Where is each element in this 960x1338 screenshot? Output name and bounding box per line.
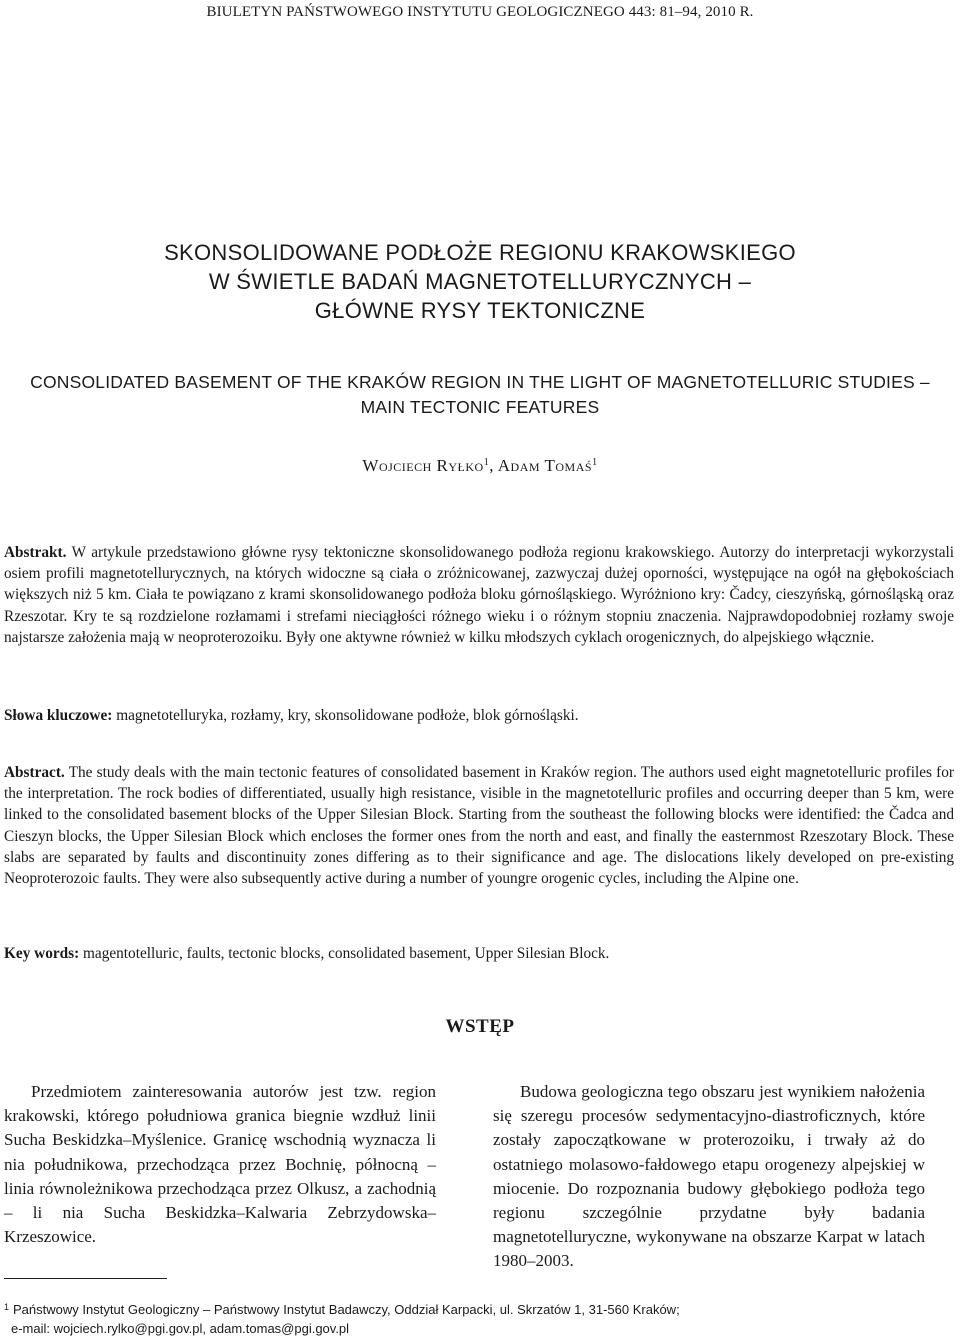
title-polish-line-2: W ŚWIETLE BADAŃ MAGNETOTELLURYCZNYCH – xyxy=(208,269,752,294)
author-2: Adam Tomaś xyxy=(497,456,593,475)
keywords-polish-label: Słowa kluczowe: xyxy=(4,707,113,724)
abstract-polish-text: W artykule przedstawiono główne rysy tektoniczne skonsolidowanego podłoża regionu krakowskiego. Autorzy do interpretacji wykorzystali osiem profili magnetotellurycznych, na których widoczne są ciała o zróżnicowanej, zazwyczaj dużej oporności, występujące na ogół na głębokościach większych niż 5 km. Ciała te powiązano z krami skonsolidowanego podłoża bloku górnośląskiego. Wyróżniono kry: Čadcy, cieszyńską, górnośląską oraz Rzeszotar. Kry te są rozdzielone rozłamami i strefami nieciągłości różnego wieku i o różnym stopniu znaczenia. Najprawdopodobniej rozłamy swoje najstarsze założenia mają w neoproterozoiku. Były one aktywne również w kilku młodszych cyklach orogenicznych, do alpejskiego włącznie. xyxy=(4,544,954,646)
section-heading: WSTĘP xyxy=(445,1016,515,1037)
keywords-polish xyxy=(4,705,954,726)
abstract-polish xyxy=(4,542,954,648)
footnote xyxy=(4,1298,954,1338)
footnote-email: e-mail: wojciech.rylko@pgi.gov.pl, adam.tomas@pgi.gov.pl xyxy=(11,1321,350,1336)
intro-left-paragraph: Przedmiotem zainteresowania autorów jest tzw. region krakowski, którego południowa granica biegnie wzdłuż linii Sucha Beskidzka–Myślenice. Granicę wschodnią wyznacza li nia południkowa, przechodząca przez Bochnię, północną – linia równoleżnikowa przechodząca przez Olkusz, a zachodnią – li nia Sucha Beskidzka–Kalwaria Zebrzydowska–Krzeszowice. xyxy=(4,1082,436,1247)
abstract-polish-label: Abstrakt. xyxy=(4,544,67,561)
title-english-line-1: CONSOLIDATED BASEMENT OF THE KRAKÓW REGION IN THE LIGHT OF MAGNETOTELLURIC STUDIES – xyxy=(30,372,930,392)
author-2-affiliation-marker: 1 xyxy=(592,457,598,468)
footnote-divider xyxy=(4,1278,167,1279)
intro-right-column xyxy=(493,1080,925,1274)
intro-left-column xyxy=(4,1080,436,1249)
title-english-line-2: MAIN TECTONIC FEATURES xyxy=(360,397,600,417)
keywords-polish-text: magnetotelluryka, rozłamy, kry, skonsolidowane podłoże, blok górnośląski. xyxy=(116,707,579,724)
keywords-english-text: magentotelluric, faults, tectonic blocks, consolidated basement, Upper Silesian Block. xyxy=(83,945,610,962)
abstract-english-label: Abstract. xyxy=(4,764,65,781)
title-polish-line-3: GŁÓWNE RYSY TEKTONICZNE xyxy=(314,298,646,323)
title-polish xyxy=(0,238,960,325)
title-polish-line-1: SKONSOLIDOWANE PODŁOŻE REGIONU KRAKOWSKIEGO xyxy=(164,240,796,265)
authors xyxy=(0,456,960,476)
intro-right-paragraph: Budowa geologiczna tego obszaru jest wynikiem nałożenia się szeregu procesów sedymentacyjno-diastroficznych, które zostały zapoczątkowane w proterozoiku, i trwały aż do ostatniego molasowo-fałdowego etapu orogenezy alpejskiej w miocenie. Do rozpoznania budowy głębokiego podłoża tego regionu szczególnie przydatne były badania magnetotelluryczne, wykonywane na obszarze Karpat w latach 1980–2003. xyxy=(493,1082,925,1271)
footnote-affiliation: Państwowy Instytut Geologiczny – Państwowy Instytut Badawczy, Oddział Karpacki, ul. Skrzatów 1, 31-560 Kraków; xyxy=(13,1302,680,1317)
footnote-line-1 xyxy=(4,1298,954,1319)
journal-header: BIULETYN PAŃSTWOWEGO INSTYTUTU GEOLOGICZNEGO 443: 81–94, 2010 R. xyxy=(206,4,754,20)
author-1: Wojciech Ryłko xyxy=(362,456,484,475)
footnote-marker: 1 xyxy=(4,1302,10,1312)
keywords-english-label: Key words: xyxy=(4,945,80,962)
keywords-english xyxy=(4,943,954,964)
author-separator: , xyxy=(489,456,498,475)
abstract-english xyxy=(4,762,954,889)
title-english xyxy=(0,370,960,420)
abstract-english-text: The study deals with the main tectonic features of consolidated basement in Kraków region. The authors used eight magnetotelluric profiles for the interpretation. The rock bodies of differentiated, usually high resistance, visible in the magnetotelluric profiles and occurring deeper than 5 km, were linked to the consolidated basement blocks of the Upper Silesian Block. Starting from the southeast the following blocks were identified: the Čadca and Cieszyn blocks, the Upper Silesian Block which encloses the former ones from the north and east, and finally the easternmost Rzeszotary Block. These slabs are separated by faults and discontinuity zones differing as to their significance and age. The dislocations likely developed on pre-existing Neoproterozoic faults. They were also subsequently active during a number of youngre orogenic cycles, including the Alpine one. xyxy=(4,764,954,888)
author-1-affiliation-marker: 1 xyxy=(483,457,490,468)
